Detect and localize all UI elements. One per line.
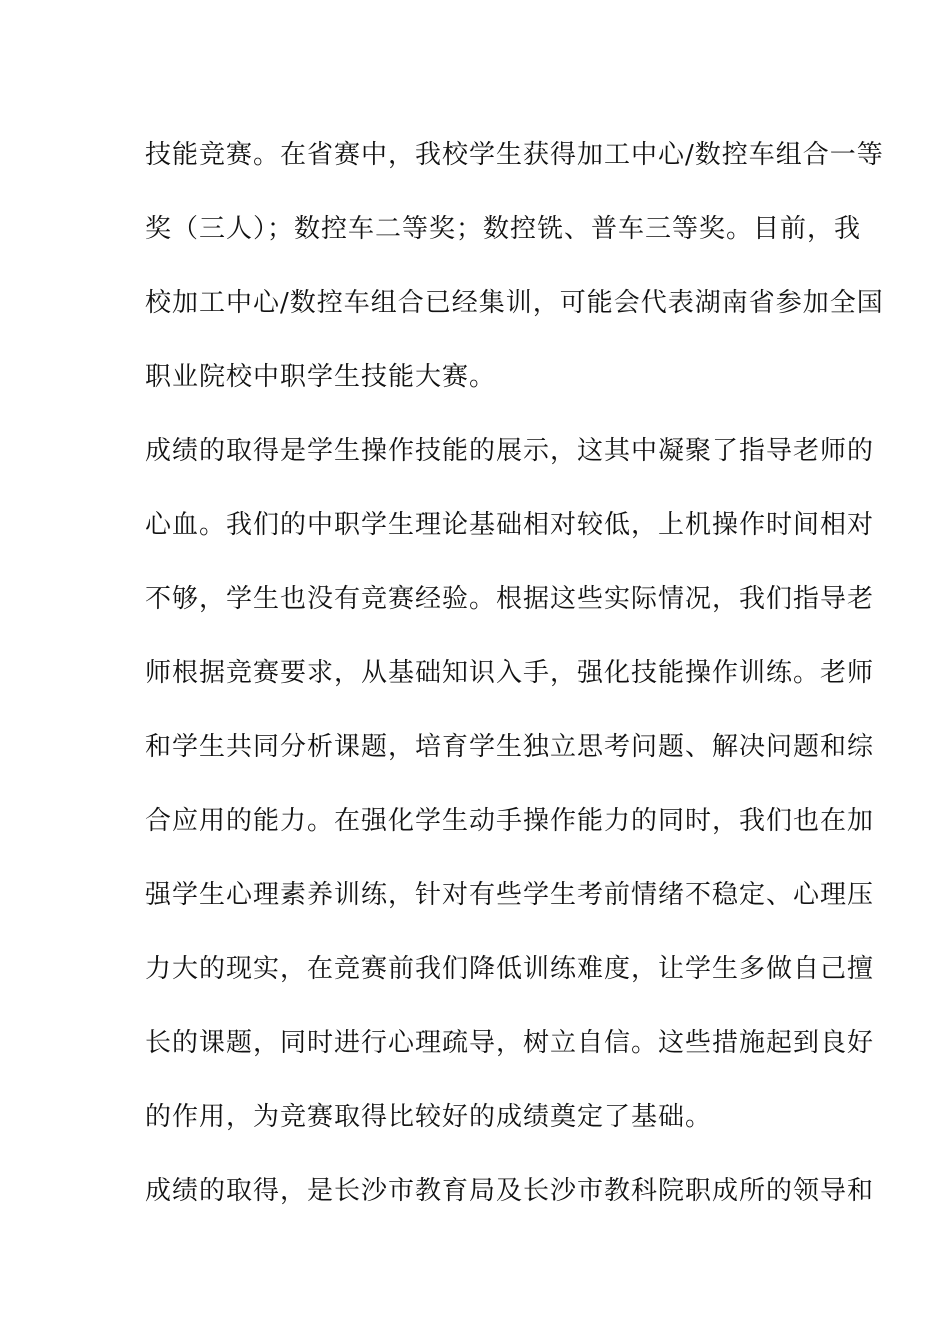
body-text: [145, 128, 884, 1238]
text-line-6: 心血。我们的中职学生理论基础相对较低，上机操作时间相对: [145, 510, 875, 540]
text-line-5: 成绩的取得是学生操作技能的展示，这其中凝聚了指导老师的: [145, 436, 875, 466]
text-line-2: 奖（三人）；数控车二等奖；数控铣、普车三等奖。目前，我: [145, 214, 862, 244]
text-line-8: 师根据竞赛要求，从基础知识入手，强化技能操作训练。老师: [145, 658, 875, 688]
text-line-4: 职业院校中职学生技能大赛。: [145, 362, 497, 392]
text-line-12: 力大的现实，在竞赛前我们降低训练难度，让学生多做自己擅: [145, 954, 875, 984]
text-line-3: 校加工中心/数控车组合已经集训，可能会代表湖南省参加全国: [145, 288, 884, 318]
text-line-11: 强学生心理素养训练，针对有些学生考前情绪不稳定、心理压: [145, 880, 875, 910]
text-line-9: 和学生共同分析课题，培育学生独立思考问题、解决问题和综: [145, 732, 875, 762]
text-line-15: 成绩的取得，是长沙市教育局及长沙市教科院职成所的领导和: [145, 1176, 875, 1206]
text-line-1: 技能竞赛。在省赛中，我校学生获得加工中心/数控车组合一等: [145, 140, 884, 170]
text-line-7: 不够，学生也没有竞赛经验。根据这些实际情况，我们指导老: [145, 584, 875, 614]
text-line-10: 合应用的能力。在强化学生动手操作能力的同时，我们也在加: [145, 806, 875, 836]
text-line-13: 长的课题，同时进行心理疏导，树立自信。这些措施起到良好: [145, 1028, 875, 1058]
text-line-14: 的作用，为竞赛取得比较好的成绩奠定了基础。: [145, 1102, 713, 1132]
